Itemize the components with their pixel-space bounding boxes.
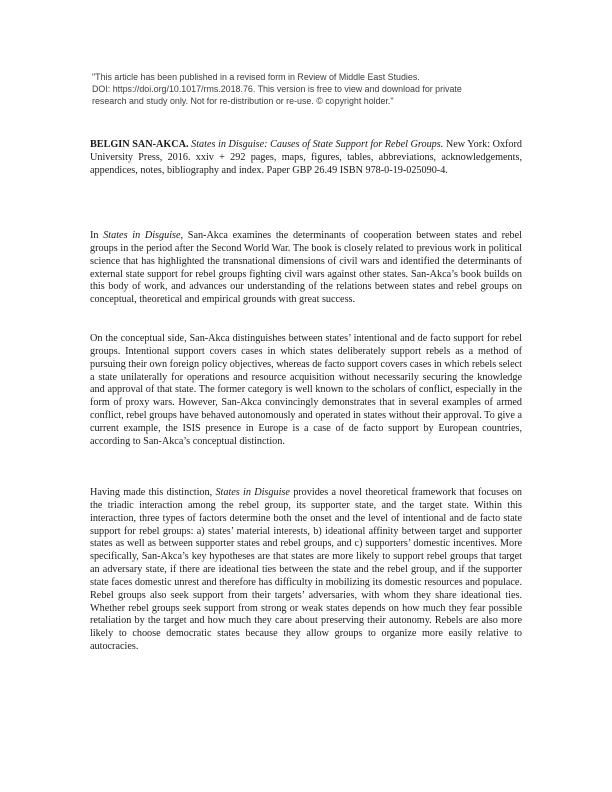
paragraph-1 <box>90 230 522 307</box>
review-author: BELGIN SAN-AKCA. <box>90 139 189 150</box>
paragraph-3 <box>90 487 522 654</box>
paragraph-1-title: States in Disguise <box>103 230 181 241</box>
paragraph-3-body: provides a novel theoretical framework that focuses on the triadic interaction among the rebel group, its supporter state, and the target state. Within this interaction, three types of factors determine both the onset and the level of intentional and de facto state support for rebel groups: a) states’ material interests, b) ideational affinity between target and supporter states as well as between supporter states and rebel groups, and c) supporters’ domestic incentives. More specifically, San-Akca’s key hypotheses are that states are more likely to support rebel groups that target an adversary state, if there are ideational ties between the state and the rebel group, and if the supporter state faces domestic unrest and therefore has difficulty in mobilizing its domestic resources and populace. Rebel groups also seek support from their targets’ adversaries, with whom they share ideational ties. Whether rebel groups seek support from strong or weak states depends on how much they fear possible retaliation by the target and how much they care about preserving their autonomy. Rebels are also more likely to choose democratic states because they allow groups to organize more easily relative to autocracies. <box>90 487 523 653</box>
book-review-header <box>90 139 522 178</box>
paragraph-3-title: States in Disguise <box>215 487 290 498</box>
copyright-notice <box>92 71 532 107</box>
paragraph-3-lead: Having made this distinction, <box>90 487 213 498</box>
notice-line-3: research and study only. Not for re-distribution or re-use. © copyright holder." <box>92 96 394 106</box>
notice-line-1: "This article has been published in a revised form in Review of Middle East Studies. <box>92 72 420 82</box>
book-title: States in Disguise: Causes of State Support for Rebel Groups. <box>191 139 444 150</box>
notice-line-2: DOI: https://doi.org/10.1017/rms.2018.76. This version is free to view and download for private <box>92 84 462 94</box>
paragraph-2: On the conceptual side, San-Akca distinguishes between states’ intentional and de facto support for rebel groups. Intentional support covers cases in which states deliberately support rebels as a method of pursuing their own foreign policy objectives, whereas de facto support covers cases in which rebels select a state unilaterally for operations and resource acquisition without necessarily securing the knowledge and approval of that state. The former category is well known to the scholars of conflict, especially in the form of proxy wars. However, San-Akca convincingly demonstrates that in several examples of armed conflict, rebel groups have behaved autonomously and operated in states without their approval. To give a current example, the ISIS presence in Europe is a case of de facto support by European countries, according to San-Akca’s conceptual distinction. <box>90 333 522 447</box>
publication-details: New York: Oxford University Press, 2016. xxiv + 292 pages, maps, figures, tables, abbreviations, acknowledgements, appendices, notes, bibliography and index. Paper GBP 26.49 ISBN 978-0-19-025090-4. <box>90 139 523 176</box>
paragraph-1-lead: In <box>90 230 99 241</box>
paragraph-1-body: , San-Akca examines the determinants of cooperation between states and rebel groups in the period after the Second World War. The book is closely related to previous work in political science that has highlighted the transnational dimensions of civil wars and identified the determinants of external state support for rebel groups fighting civil wars against other states. San-Akca’s book builds on this body of work, and advances our understanding of the relations between states and rebel groups on conceptual, theoretical and empirical grounds with great success. <box>90 230 523 306</box>
